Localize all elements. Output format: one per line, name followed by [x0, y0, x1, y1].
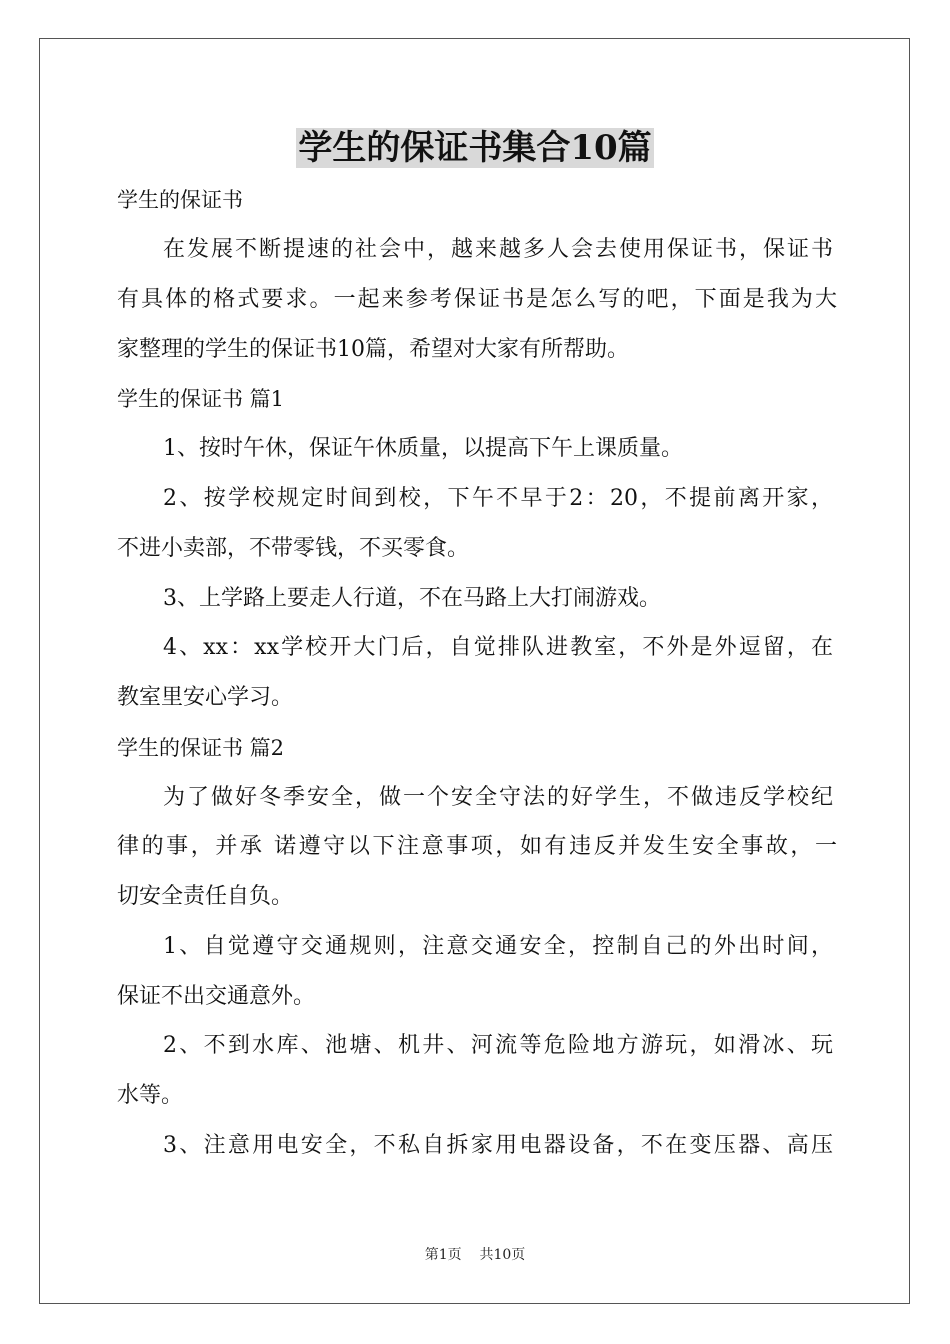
- paragraph-line: 切安全责任自负。: [117, 884, 294, 909]
- paragraph-line: 家整理的学生的保证书10篇，希望对大家有所帮助。: [117, 337, 629, 362]
- page-footer: [0, 1245, 950, 1265]
- paragraph-line: 有具体的格式要求。一起来参考保证书是怎么写的吧，下面是我为大: [117, 287, 837, 312]
- paragraph-line: 3、注意用电安全，不私自拆家用电器设备，不在变压器、高压: [163, 1133, 833, 1158]
- paragraph-line: 3、上学路上要走人行道，不在马路上大打闹游戏。: [163, 586, 661, 611]
- paragraph-line: 2、按学校规定时间到校，下午不早于2：20，不提前离开家，: [163, 486, 833, 511]
- paragraph-line: 4、xx：xx学校开大门后，自觉排队进教室，不外是外逗留，在: [163, 635, 833, 660]
- document-title: 学生的保证书集合10篇: [298, 128, 652, 168]
- paragraph-line: 不进小卖部，不带零钱，不买零食。: [117, 536, 470, 561]
- page-border: [39, 38, 910, 1304]
- paragraph-line: 保证不出交通意外。: [117, 984, 316, 1009]
- section-heading: 学生的保证书 篇2: [117, 736, 285, 760]
- paragraph-line: 教室里安心学习。: [117, 685, 294, 710]
- paragraph-line: 1、自觉遵守交通规则，注意交通安全，控制自己的外出时间，: [163, 934, 833, 959]
- paragraph-line: 1、按时午休，保证午休质量，以提高下午上课质量。: [163, 436, 683, 461]
- paragraph-line: 在发展不断提速的社会中，越来越多人会去使用保证书，保证书: [163, 237, 833, 262]
- paragraph-line: 2、不到水库、池塘、机井、河流等危险地方游玩，如滑冰、玩: [163, 1033, 833, 1058]
- section-heading: 学生的保证书: [117, 188, 243, 212]
- section-heading: 学生的保证书 篇1: [117, 387, 285, 411]
- paragraph-line: 为了做好冬季安全，做一个安全守法的好学生，不做违反学校纪: [163, 785, 833, 810]
- total-pages: 共10页: [479, 1247, 526, 1263]
- paragraph-line: 水等。: [117, 1083, 184, 1108]
- page-number: 第1页: [424, 1247, 462, 1263]
- paragraph-line: 律的事，并承 诺遵守以下注意事项，如有违反并发生安全事故，一: [117, 834, 837, 859]
